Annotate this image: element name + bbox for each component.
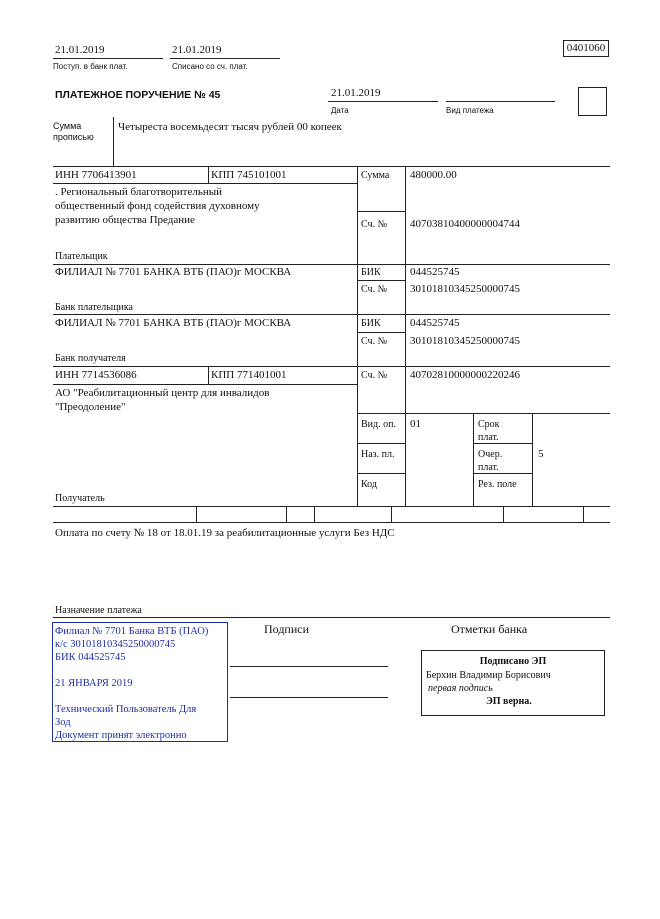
- amount-words-caption-2: прописью: [53, 132, 94, 142]
- bank-marks-caption: Отметки банка: [451, 622, 528, 636]
- stamp-line-4: 21 ЯНВАРЯ 2019: [55, 678, 133, 689]
- payee-bank-caption: Банк получателя: [55, 353, 126, 364]
- grid-line: [357, 473, 405, 474]
- vid-op-value: 01: [410, 418, 421, 430]
- payee-account: 40702810000000220246: [410, 369, 520, 381]
- grid-line: [391, 506, 392, 522]
- grid-line: [583, 506, 584, 522]
- amount-words-divider: [113, 117, 114, 166]
- vid-op-label: Вид. оп.: [361, 419, 396, 430]
- payee-bank-bik-label: БИК: [361, 318, 381, 329]
- grid-line: [196, 506, 197, 522]
- purpose-divider: [53, 617, 610, 618]
- payer-account: 40703810400000004744: [410, 218, 520, 230]
- payer-bank-account-label: Сч. №: [361, 284, 388, 295]
- grid-line: [357, 413, 610, 414]
- rez-pole-label: Рез. поле: [478, 479, 517, 490]
- grid-line: [286, 506, 287, 522]
- amount-words-text: Четыреста восемьдесят тысяч рублей 00 копеек: [118, 121, 342, 133]
- naz-pl-label: Наз. пл.: [361, 449, 395, 460]
- grid-line: [357, 166, 358, 506]
- grid-line: [53, 366, 610, 367]
- grid-line: [357, 280, 405, 281]
- debited-date: 21.01.2019: [172, 44, 222, 56]
- grid-line: [208, 366, 209, 384]
- grid-line: [53, 522, 610, 523]
- document-title: ПЛАТЕЖНОЕ ПОРУЧЕНИЕ № 45: [55, 89, 221, 101]
- payer-inn: ИНН 7706413901: [55, 169, 137, 181]
- payment-purpose-text: Оплата по счету № 18 от 18.01.19 за реабилитационные услуги Без НДС: [55, 527, 395, 539]
- ep-title: Подписано ЭП: [479, 656, 547, 667]
- signature-line-2: [230, 697, 388, 698]
- stamp-line-5: Технический Пользователь Для: [55, 704, 197, 715]
- signatures-caption: Подписи: [264, 622, 310, 636]
- grid-line: [53, 183, 357, 184]
- stamp-line-7: Документ принят электронно: [55, 730, 187, 741]
- grid-line: [208, 166, 209, 183]
- sum-label: Сумма: [361, 170, 390, 181]
- grid-line: [405, 166, 406, 506]
- document-date-underline: [328, 101, 438, 102]
- payer-name-line-3: развитию общества Предание: [55, 214, 195, 226]
- received-caption: Поступ. в банк плат.: [53, 62, 128, 71]
- payee-caption: Получатель: [55, 493, 105, 504]
- bank-stamp: [52, 622, 228, 742]
- payer-kpp: КПП 745101001: [211, 169, 287, 181]
- payment-purpose-caption: Назначение платежа: [55, 605, 142, 616]
- received-date: 21.01.2019: [55, 44, 105, 56]
- payer-bank-name: ФИЛИАЛ № 7701 БАНКА ВТБ (ПАО)г МОСКВА: [55, 266, 292, 278]
- grid-line: [53, 314, 610, 315]
- grid-line: [53, 166, 610, 167]
- payment-type-box: [578, 87, 607, 116]
- srok-label-2: плат.: [478, 432, 499, 443]
- grid-line: [503, 506, 504, 522]
- ep-verified: ЭП верна.: [486, 696, 532, 707]
- payer-caption: Плательщик: [55, 251, 108, 262]
- grid-line: [357, 332, 405, 333]
- kod-label: Код: [361, 479, 377, 490]
- payee-kpp: КПП 771401001: [211, 369, 287, 381]
- grid-line: [473, 413, 474, 506]
- payment-type-caption: Вид платежа: [446, 106, 494, 115]
- form-code: 0401060: [563, 40, 609, 57]
- grid-line: [357, 443, 405, 444]
- received-date-underline: [53, 58, 163, 59]
- grid-line: [53, 506, 610, 507]
- payee-name-line-1: АО "Реабилитационный центр для инвалидов: [55, 387, 270, 399]
- grid-line: [53, 384, 357, 385]
- payer-bank-account: 30101810345250000745: [410, 283, 520, 295]
- payer-account-label: Сч. №: [361, 219, 388, 230]
- debited-caption: Списано со сч. плат.: [172, 62, 248, 71]
- grid-line: [314, 506, 315, 522]
- debited-date-underline: [170, 58, 280, 59]
- electronic-signature-box: [421, 650, 605, 716]
- ep-signature-label: первая подпись: [428, 683, 493, 694]
- ocher-label-1: Очер.: [478, 449, 503, 460]
- signature-line-1: [230, 666, 388, 667]
- grid-line: [53, 264, 610, 265]
- stamp-line-3: БИК 044525745: [55, 652, 126, 663]
- payee-name-line-2: "Преодоление": [55, 401, 126, 413]
- payee-bank-account: 30101810345250000745: [410, 335, 520, 347]
- payee-bank-name: ФИЛИАЛ № 7701 БАНКА ВТБ (ПАО)г МОСКВА: [55, 317, 292, 329]
- payer-bank-bik-label: БИК: [361, 267, 381, 278]
- date-caption: Дата: [331, 106, 349, 115]
- payment-type-underline: [446, 101, 555, 102]
- payee-bank-bik: 044525745: [410, 317, 460, 329]
- payer-bank-bik: 044525745: [410, 266, 460, 278]
- payer-name-line-2: общественный фонд содействия духовному: [55, 200, 260, 212]
- ep-signer: Берхин Владимир Борисович: [426, 670, 551, 681]
- payer-bank-caption: Банк плательщика: [55, 302, 133, 313]
- document-date: 21.01.2019: [331, 87, 381, 99]
- stamp-line-2: к/с 30101810345250000745: [55, 639, 176, 650]
- payee-bank-account-label: Сч. №: [361, 336, 388, 347]
- amount-words-caption-1: Сумма: [53, 121, 82, 131]
- payee-account-label: Сч. №: [361, 370, 388, 381]
- grid-line: [357, 211, 405, 212]
- payer-name-line-1: . Региональный благотворительный: [55, 186, 222, 198]
- sum-value: 480000.00: [410, 169, 457, 181]
- payee-inn: ИНН 7714536086: [55, 369, 137, 381]
- grid-line: [532, 413, 533, 506]
- stamp-line-1: Филиал № 7701 Банка ВТБ (ПАО): [55, 626, 209, 637]
- stamp-line-6: Зод: [55, 717, 71, 728]
- ocher-label-2: плат.: [478, 462, 499, 473]
- ocher-value: 5: [538, 448, 544, 460]
- srok-label-1: Срок: [478, 419, 500, 430]
